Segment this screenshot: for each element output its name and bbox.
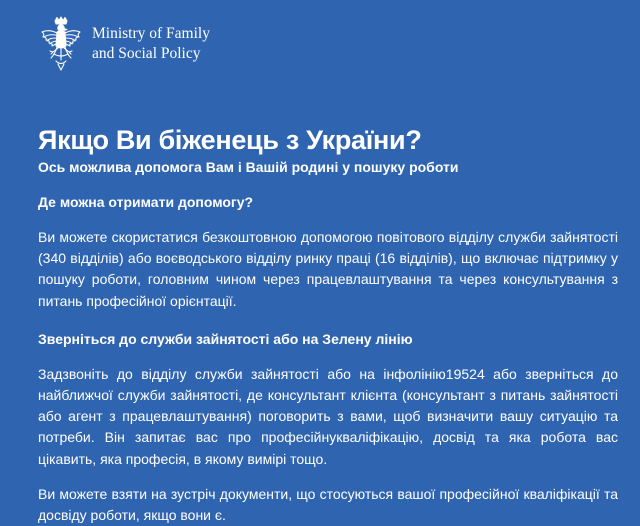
section-paragraph-help-options: Ви можете скористатися безкоштовною допомогою повітового відділу служби зайнятості (340 відділів) або воєводського відділу ринку праці (16 відділів), що включає підтримку у пошуку роботи, головним чином через працевлаштування та через консультування з питань професійної орієнтації. bbox=[38, 229, 618, 309]
ministry-header bbox=[38, 14, 210, 74]
section-heading-contact-employment-service: Зверніться до служби зайнятості або на Зелену лінію bbox=[38, 330, 413, 347]
leaflet-content bbox=[38, 124, 618, 526]
white-eagle-emblem-icon bbox=[38, 16, 84, 72]
page-title: Якщо Ви біженець з України? bbox=[38, 125, 422, 155]
page-subtitle: Ось можлива допомога Вам і Вашій родині у пошуку роботи bbox=[38, 159, 459, 175]
ministry-line-2: and Social Policy bbox=[92, 45, 201, 62]
section-paragraph-call-service: Задзвоніть до відділу служби зайнятості або на інфолінію19524 або зверніться до найближчої служби зайнятості, де консультант клієнта (консультант з питань зайнятості або агент з працевлаштування) поговорить з вами, щоб визначити вашу ситуацію та потреби. Він запитає вас про професійнукваліфікацію, досвід та яка робота вас цікавить, яка професія, в якому вимірі тощо. bbox=[38, 365, 618, 467]
section-heading-where-to-get-help: Де можна отримати допомогу? bbox=[38, 194, 254, 210]
ministry-line-1: Ministry of Family bbox=[92, 25, 210, 42]
ministry-name bbox=[92, 24, 210, 64]
section-paragraph-bring-documents: Ви можете взяти на зустріч документи, що стосуються вашої професійної кваліфікації та досвіду роботи, якщо вони є. bbox=[38, 485, 618, 524]
